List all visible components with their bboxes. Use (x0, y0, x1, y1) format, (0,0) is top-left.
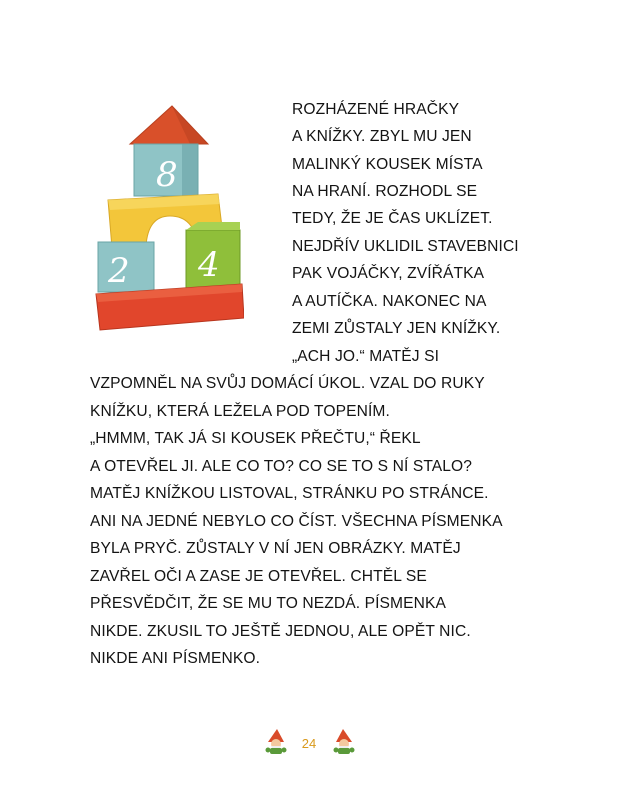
story-line: PŘESVĚDČIT, ŽE SE MU TO NEZDÁ. PÍSMENKA (90, 595, 446, 612)
story-line: NIKDE. ZKUSIL TO JEŠTĚ JEDNOU, ALE OPĚT NIC. (90, 623, 471, 640)
story-line: A AUTÍČKA. NAKONEC NA (292, 293, 487, 310)
story-line: NIKDE ANI PÍSMENKO. (90, 650, 261, 667)
story-line: ZEMI ZŮSTALY JEN KNÍŽKY. (292, 320, 501, 337)
story-line: NA HRANÍ. ROZHODL SE (292, 183, 478, 200)
story-line: MALINKÝ KOUSEK MÍSTA (292, 156, 483, 173)
block-number-8: 8 (156, 155, 178, 195)
building-blocks-illustration (94, 104, 244, 334)
page-number: 24 (301, 736, 317, 751)
story-line: KNÍŽKU, KTERÁ LEŽELA POD TOPENÍM. (90, 403, 390, 420)
story-line: PAK VOJÁČKY, ZVÍŘÁTKA (292, 265, 485, 282)
story-line: „ACH JO.“ MATĚJ SI (292, 348, 440, 365)
gnome-icon (328, 728, 358, 758)
story-line: VZPOMNĚL NA SVŮJ DOMÁCÍ ÚKOL. VZAL DO RUKY (90, 375, 485, 392)
story-line: A OTEVŘEL JI. ALE CO TO? CO SE TO S NÍ STALO? (90, 458, 473, 475)
story-line: A KNÍŽKY. ZBYL MU JEN (292, 128, 472, 145)
story-line: TEDY, ŽE JE ČAS UKLÍZET. (292, 210, 493, 227)
story-line: ZAVŘEL OČI A ZASE JE OTEVŘEL. CHTĚL SE (90, 568, 427, 585)
story-line: BYLA PRYČ. ZŮSTALY V NÍ JEN OBRÁZKY. MATĚJ (90, 540, 461, 557)
story-line: „HMMM, TAK JÁ SI KOUSEK PŘEČTU,“ ŘEKL (90, 430, 421, 447)
block-number-4: 4 (198, 245, 220, 285)
gnome-icon (262, 728, 292, 758)
story-line: ROZHÁZENÉ HRAČKY (292, 101, 460, 118)
story-line: NEJDŘÍV UKLIDIL STAVEBNICI (292, 238, 519, 255)
story-line: MATĚJ KNÍŽKOU LISTOVAL, STRÁNKU PO STRÁNCE. (90, 485, 489, 502)
story-line: ANI NA JEDNÉ NEBYLO CO ČÍST. VŠECHNA PÍSMENKA (90, 513, 503, 530)
block-number-2: 2 (108, 251, 130, 291)
